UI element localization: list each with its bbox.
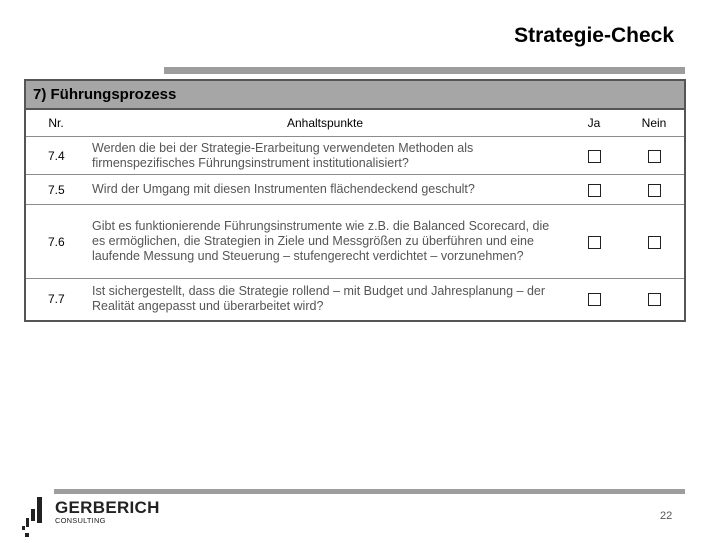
row-number: 7.4 <box>26 137 86 175</box>
header-ja: Ja <box>564 110 624 137</box>
checklist-table <box>26 110 684 319</box>
row-question: Ist sichergestellt, dass die Strategie rollend – mit Budget und Jahresplanung – der Realität angepasst und überarbeitet wird? <box>92 283 546 313</box>
logo-name: GERBERICH <box>55 498 160 517</box>
ja-checkbox[interactable] <box>588 184 601 197</box>
page-title: Strategie-Check <box>514 24 674 47</box>
ja-checkbox-cell[interactable] <box>564 279 624 319</box>
table-row <box>26 137 684 175</box>
header-nr: Nr. <box>26 110 86 137</box>
nein-checkbox[interactable] <box>648 150 661 163</box>
section-header <box>26 81 684 110</box>
row-question: Werden die bei der Strategie-Erarbeitung verwendeten Methoden als firmenspezifisches Führungsinstrument institutionalisiert? <box>86 137 564 175</box>
nein-checkbox-cell[interactable] <box>624 175 684 205</box>
nein-checkbox[interactable] <box>648 184 661 197</box>
nein-checkbox-cell[interactable] <box>624 137 684 175</box>
row-question: Wird der Umgang mit diesen Instrumenten flächendeckend geschult? <box>86 175 564 205</box>
page-number: 22 <box>660 510 673 522</box>
ja-checkbox[interactable] <box>588 150 601 163</box>
title-divider-bar <box>164 67 685 74</box>
ja-checkbox-cell[interactable] <box>564 175 624 205</box>
header-nein: Nein <box>624 110 684 137</box>
table-row <box>26 205 684 279</box>
nein-checkbox[interactable] <box>648 293 661 306</box>
header-anhaltspunkte: Anhaltspunkte <box>86 110 564 137</box>
ja-checkbox-cell[interactable] <box>564 137 624 175</box>
nein-checkbox[interactable] <box>648 236 661 249</box>
nein-checkbox-cell[interactable] <box>624 205 684 279</box>
nein-checkbox-cell[interactable] <box>624 279 684 319</box>
row-question: Gibt es funktionierende Führungsinstrumente wie z.B. die Balanced Scorecard, die es ermöglichen, die Strategien in Ziele und Messgrößen zu überführen und eine laufende Messung und Steuerung – stufengerecht verdichtet – vorzunehmen? <box>86 205 564 279</box>
table-row <box>26 175 684 205</box>
row-number: 7.6 <box>26 205 86 279</box>
table-row <box>26 279 684 319</box>
row-number: 7.5 <box>26 175 86 205</box>
section-title: 7) Führungsprozess <box>33 86 177 103</box>
ja-checkbox[interactable] <box>588 293 601 306</box>
checklist-box <box>24 79 686 322</box>
ja-checkbox-cell[interactable] <box>564 205 624 279</box>
table-header-row <box>26 110 684 137</box>
logo-subtitle: CONSULTING <box>55 516 106 525</box>
ja-checkbox[interactable] <box>588 236 601 249</box>
logo-mark-icon <box>22 494 52 538</box>
gerberich-logo <box>22 494 172 538</box>
row-number: 7.7 <box>48 291 65 306</box>
